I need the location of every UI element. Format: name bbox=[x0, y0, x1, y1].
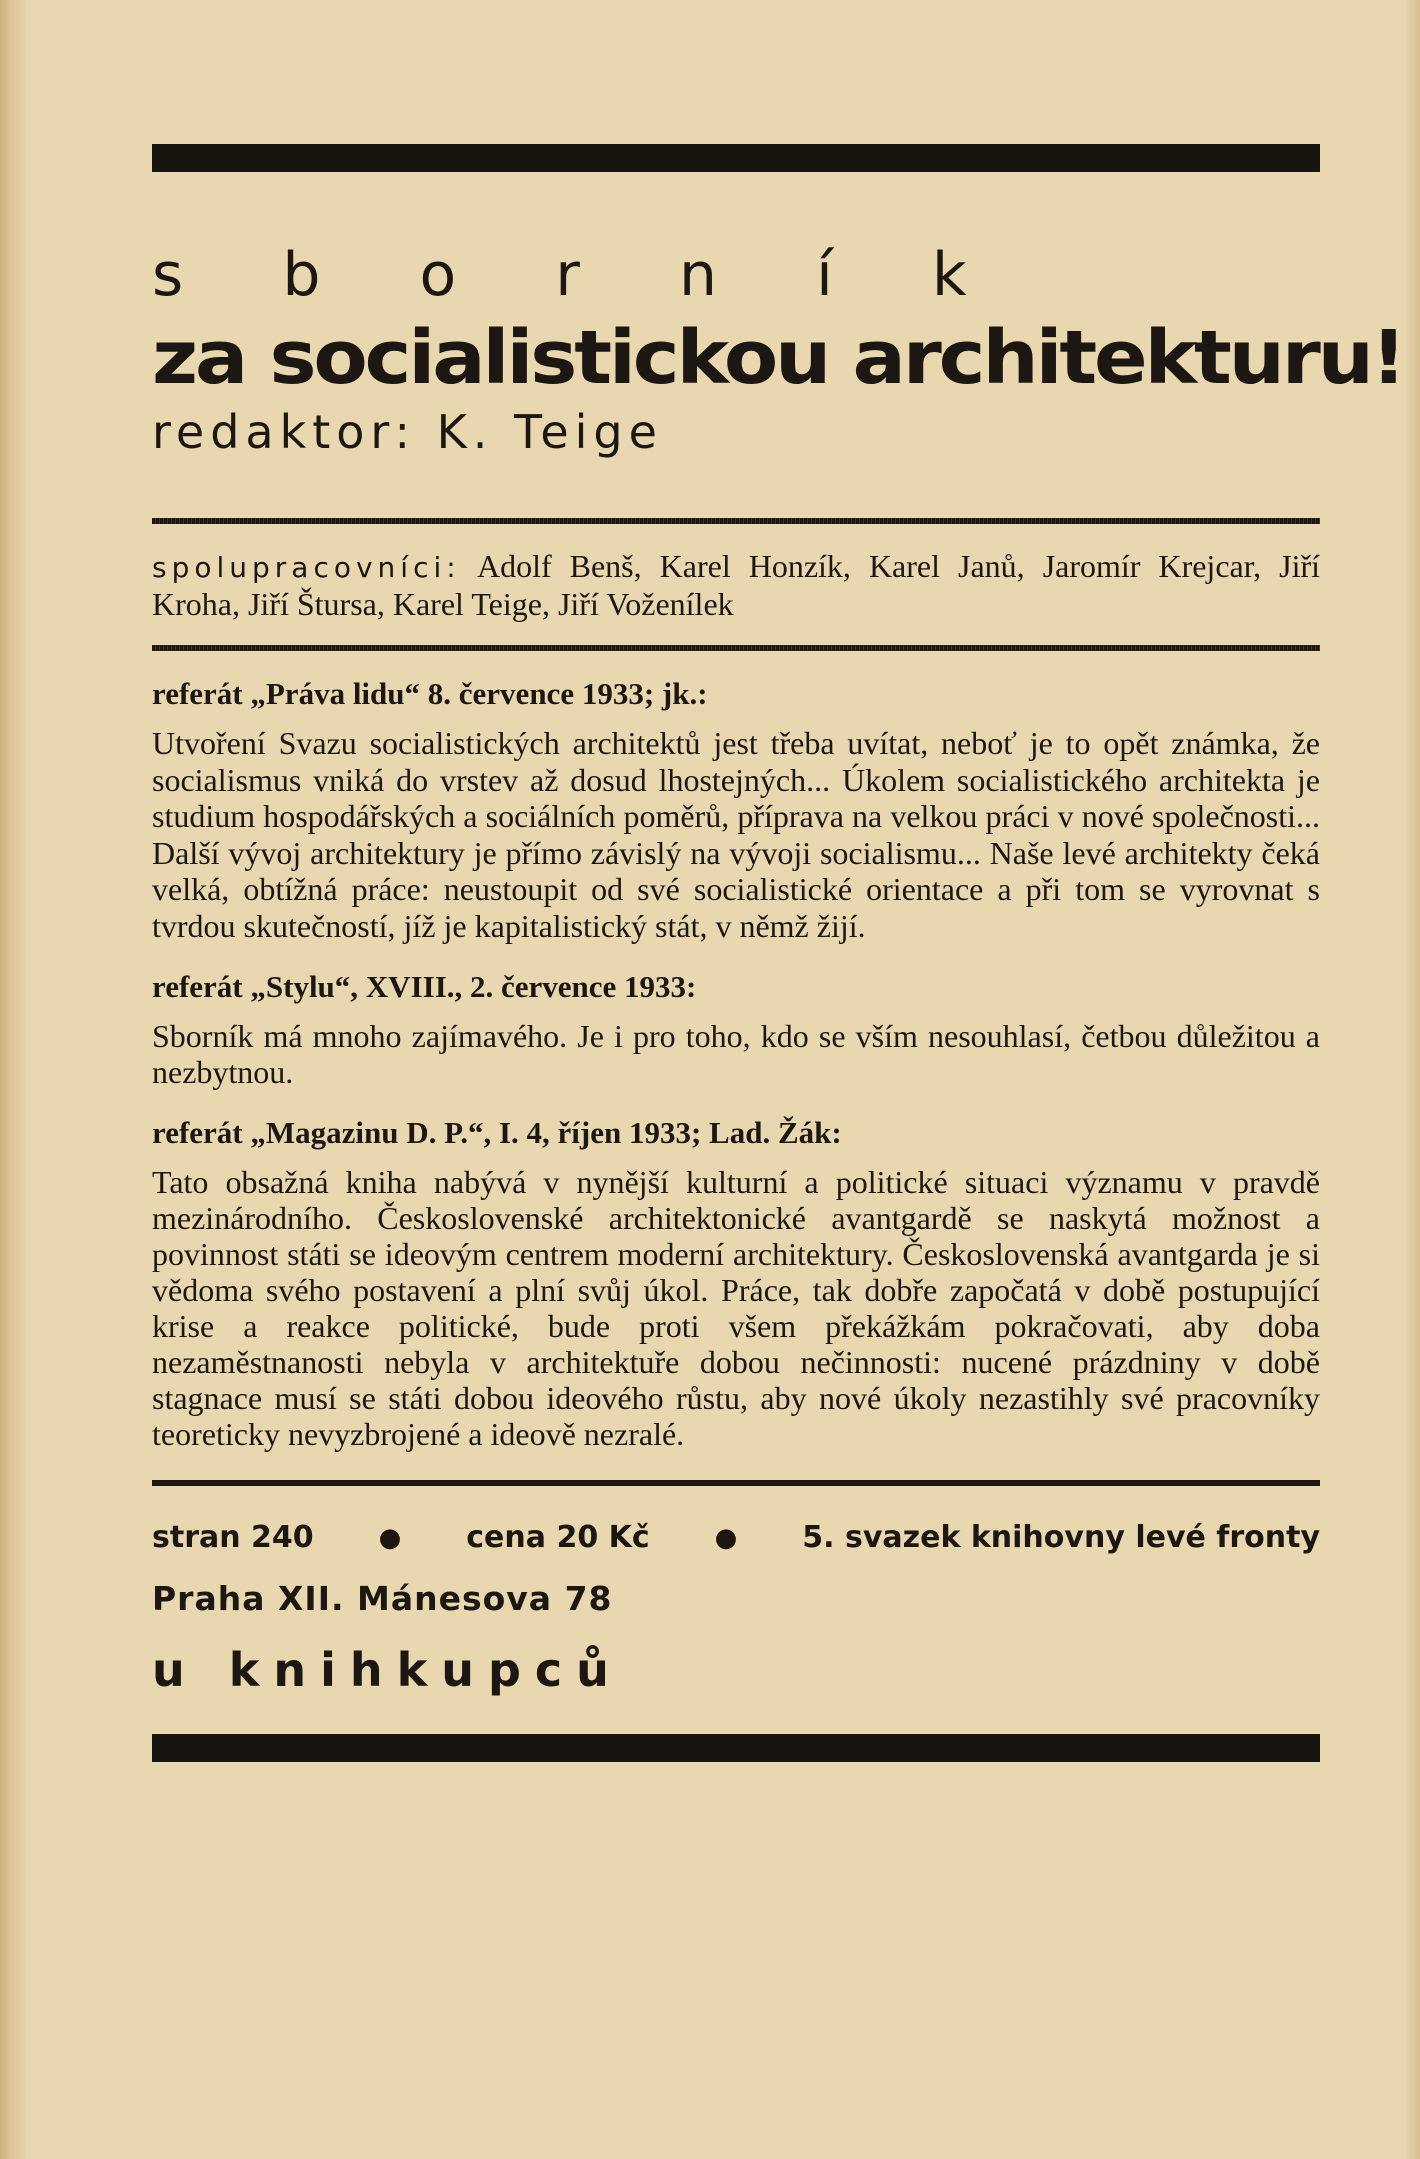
review-text-magazin: Tato obsažná kniha nabývá v nynější kulturní a politické situaci významu v pravdě mezinárodního. Československé architektonické avantgardě se naskytá možnost a povinnost státi se ideovým centrem moderní architektury. Československá avantgarda je si vědoma svého postavení a plní svůj úkol. Práce, tak dobře započatá v době postupující krise a reakce politické, bude proti všem překážkám pokračovati, aby doba nezaměstnanosti nebyla v architektuře dobou nečinnosti: nucené prázdniny v době stagnace musí se státi dobou ideového růstu, aby nové úkoly nezastihly své pracovníky teoreticky nevyzbrojené a ideově nezralé. bbox=[152, 1164, 1320, 1452]
availability-note: u knihkupců bbox=[152, 1643, 623, 1697]
bullet-icon: ● bbox=[378, 1523, 402, 1553]
contributors-bottom-rule bbox=[152, 645, 1320, 651]
footer-rule bbox=[152, 1480, 1320, 1486]
bottom-thick-rule bbox=[152, 1734, 1320, 1762]
contributors-label: spolupracovníci: bbox=[152, 551, 461, 584]
advertisement-page bbox=[152, 144, 1404, 1762]
book-title: za socialistickou architekturu! bbox=[152, 315, 1404, 401]
editor-line: redaktor: K. Teige bbox=[152, 405, 663, 459]
publication-info bbox=[152, 1516, 1320, 1560]
review-text-styl: Sborník má mnoho zajímavého. Je i pro toho, kdo se vším nesouhlasí, četbou důležitou a nezbytnou. bbox=[152, 1018, 1320, 1090]
review-heading-styl: referát „Stylu“, XVIII., 2. července 1933: bbox=[152, 969, 697, 1004]
page-count: stran 240 bbox=[152, 1520, 314, 1555]
kicker-text: s b o r n í k bbox=[152, 240, 1007, 310]
review-text-pravo-lidu: Utvoření Svazu socialistických architektů jest třeba uvítat, neboť je to opět známka, že socialismus vniká do vrstev až dosud lhostejných... Úkolem socialistického architekta je studium hospodářských a sociálních poměrů, příprava na velkou práci v nové společnosti... Další vývoj architektury je přímo závislý na vývoji socialismu... Naše levé architekty čeká velká, obtížná práce: neustoupit od své socialistické orientace a při tom se vyrovnat s tvrdou skutečností, jíž je kapitalistický stát, v němž žijí. bbox=[152, 725, 1320, 944]
top-thick-rule bbox=[152, 144, 1320, 172]
series-info: 5. svazek knihovny levé fronty bbox=[802, 1520, 1320, 1555]
publisher-address: Praha XII. Mánesova 78 bbox=[152, 1579, 613, 1618]
contributors-names: Adolf Benš, Karel Honzík, Karel Janů, Jaromír Krejcar, Jiří Kroha, Jiří Štursa, Karel Teige, Jiří Voženílek bbox=[152, 548, 1320, 622]
bullet-icon: ● bbox=[714, 1523, 738, 1553]
page-edge-left bbox=[0, 0, 26, 2159]
page-edge-right bbox=[1406, 0, 1420, 2159]
review-heading-magazin: referát „Magazinu D. P.“, I. 4, říjen 1933; Lad. Žák: bbox=[152, 1115, 842, 1150]
price: cena 20 Kč bbox=[466, 1520, 650, 1555]
review-heading-pravo-lidu: referát „Práva lidu“ 8. července 1933; jk.: bbox=[152, 676, 708, 711]
contributors-top-rule bbox=[152, 518, 1320, 524]
contributors-block bbox=[152, 548, 1320, 623]
